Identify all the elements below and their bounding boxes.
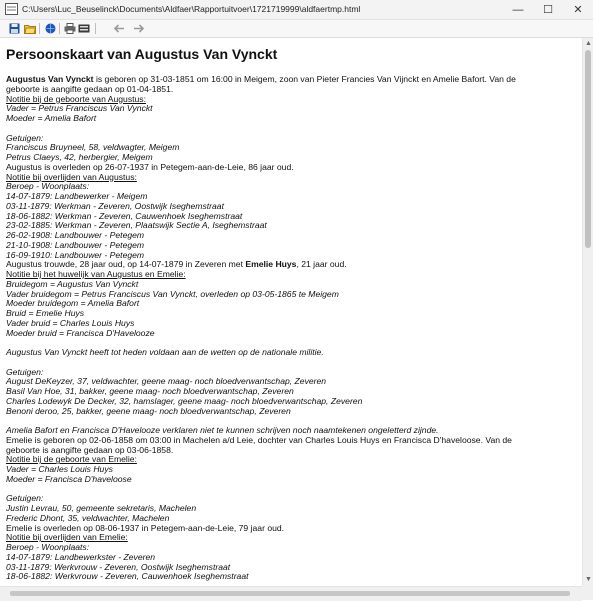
app-icon	[5, 3, 18, 15]
export-icon[interactable]	[77, 22, 90, 35]
text-line: Getuigen:	[6, 493, 44, 504]
spouse-name: Emelie Huys	[245, 259, 297, 270]
scroll-up-icon[interactable]: ▲	[585, 40, 592, 47]
maximize-button[interactable]: ☐	[543, 4, 553, 16]
text-line: Basil Van Hoe, 31, bakker, geene maag- noch bloedverwantschap, Zeveren	[6, 386, 294, 396]
text-line: Vader bruid = Charles Louis Huys	[6, 317, 135, 328]
text-line: geboorte is aangifte gedaan op 03-06-1858.	[6, 444, 174, 455]
note-heading: Notitie bij het huwelijk van Augustus en Emelie:	[6, 269, 186, 279]
open-icon[interactable]	[23, 22, 36, 35]
minimize-button[interactable]: —	[512, 3, 524, 16]
text-line: 14-07-1879: Landbewerker - Meigem	[6, 191, 148, 201]
toolbar-separator	[39, 23, 40, 34]
text-line: Benoni deroo, 25, bakker, geene maag- noch bloedverwantschap, Zeveren	[6, 405, 291, 416]
text-line: Bruidegom = Augustus Van Vynckt	[6, 278, 139, 289]
text-line: 18-06-1882: Werkman - Zeveren, Cauwenhoek Iseghemstraat	[6, 210, 243, 221]
text-line: 16-09-1910: Landbouwer - Petegem	[6, 249, 145, 260]
text-line: Augustus is overleden op 26-07-1937 in Petegem-aan-de-Leie, 86 jaar oud.	[6, 161, 294, 172]
title-bar	[0, 0, 593, 20]
text-segment: , 21 jaar oud.	[296, 259, 347, 270]
text-line: 23-02-1885: Werkman - Zeveren, Plaatswijk Sectie A, Iseghemstraat	[6, 220, 267, 231]
horizontal-scroll-thumb[interactable]	[10, 591, 570, 596]
text-line: Moeder bruid = Francisca D'Havelooze	[6, 327, 155, 338]
back-icon[interactable]	[112, 22, 125, 35]
text-line: Charles Lodewyk De Decker, 32, hamslager, geene maag- noch bloedverwantschap, Zeveren	[6, 395, 363, 406]
print-icon[interactable]	[63, 22, 76, 35]
text-line: Getuigen:	[6, 132, 44, 143]
text-line: Bruid = Emelie Huys	[6, 308, 85, 318]
browser-icon[interactable]	[44, 22, 57, 35]
text-line: Emelie is geboren op 02-06-1858 om 03:00 in Machelen a/d Leie, dochter van Charles Louis Huys en Francisca D'haveloose. Van de	[6, 434, 512, 445]
text-line: Getuigen:	[6, 366, 44, 377]
toolbar	[0, 20, 593, 38]
person-name: Augustus Van Vynckt	[6, 74, 94, 84]
text-line: Moeder bruidegom = Amelia Bafort	[6, 298, 140, 309]
text-line: Frederic Dhont, 35, veldwachter, Machelen	[6, 512, 170, 523]
text-line: Emelie is overleden op 08-06-1937 in Petegem-aan-de-Leie, 79 jaar oud.	[6, 522, 285, 533]
toolbar-separator	[95, 23, 96, 34]
vertical-scroll-thumb[interactable]	[585, 50, 591, 248]
text-line: Beroep - Woonplaats:	[6, 542, 90, 552]
forward-icon[interactable]	[132, 22, 145, 35]
note-heading: Notitie bij overlijden van Emelie:	[6, 532, 128, 543]
close-button[interactable]: ✕	[573, 4, 583, 16]
page-title: Persoonskaart van Augustus Van Vynckt	[6, 46, 278, 62]
text-line: Augustus Van Vynckt heeft tot heden voldaan aan de wetten op de nationale militie.	[6, 347, 324, 357]
note-heading: Notitie bij overlijden van Augustus:	[6, 171, 137, 182]
text-line: Vader = Charles Louis Huys	[6, 464, 113, 474]
save-icon[interactable]	[8, 22, 21, 35]
text-line: Moeder = Amelia Bafort	[6, 113, 97, 123]
text-line: Vader bruidegom = Petrus Franciscus Van Vynckt, overleden op 03-05-1865 te Meigem	[6, 288, 339, 299]
text-line: Moeder = Francisca D'haveloose	[6, 473, 132, 484]
text-line: 03-11-1879: Werkvrouw - Zeveren, Oostwijk Iseghemstraat	[6, 561, 231, 572]
text-line: Amelia Bafort en Francisca D'Havelooze verklaren niet te kunnen schrijven noch naamtekenen ongeletterd zijnde.	[6, 425, 439, 435]
text-line: Vader = Petrus Franciscus Van Vynckt	[6, 103, 153, 114]
window-title: C:\Users\Luc_Beuselinck\Documents\Aldfaer\Rapportuitvoer\1721719999\aldfaertmp.html	[22, 4, 361, 14]
scroll-down-icon[interactable]: ▼	[585, 576, 592, 583]
text-line: Petrus Claeys, 42, herbergier, Meigem	[6, 152, 153, 162]
toolbar-separator	[59, 23, 60, 34]
text-line: 21-10-1908: Landbouwer - Petegem	[6, 239, 145, 250]
report-view[interactable]	[0, 38, 582, 586]
intro-rest: is geboren op 31-03-1851 om 16:00 in Meigem, zoon van Pieter Francies Van Vijnckt en Amelie Bafort. Van de	[93, 74, 516, 84]
vertical-scrollbar[interactable]	[582, 38, 593, 586]
text-line: Franciscus Bruyneel, 58, veldwagter, Meigem	[6, 142, 180, 153]
text-line: Justin Levrau, 50, gemeente sekretaris, Machelen	[6, 503, 197, 513]
note-heading: Notitie bij de geboorte van Emelie:	[6, 454, 137, 465]
text-line: 03-11-1879: Werkman - Zeveren, Oostwijk Iseghemstraat	[6, 200, 224, 211]
horizontal-scrollbar[interactable]	[0, 586, 582, 601]
text-segment: Augustus trouwde, 28 jaar oud, op 14-07-1879 in Zeveren met	[6, 259, 246, 270]
scrollbar-corner	[582, 586, 593, 600]
note-heading: Notitie bij de geboorte van Augustus:	[6, 93, 146, 104]
text-line: August DeKeyzer, 37, veldwachter, geene maag- noch bloedverwantschap, Zeveren	[6, 376, 327, 387]
text-line: 18-06-1882: Werkvrouw - Zeveren, Cauwenhoek Iseghemstraat	[6, 571, 249, 582]
text-line: 14-07-1879: Landbewerkster - Zeveren	[6, 551, 156, 562]
text-line: Beroep - Woonplaats:	[6, 181, 90, 192]
text-line: 26-02-1908: Landbouwer - Petegem	[6, 230, 145, 240]
text-line: geboorte is aangifte gedaan op 01-04-1851.	[6, 83, 174, 94]
